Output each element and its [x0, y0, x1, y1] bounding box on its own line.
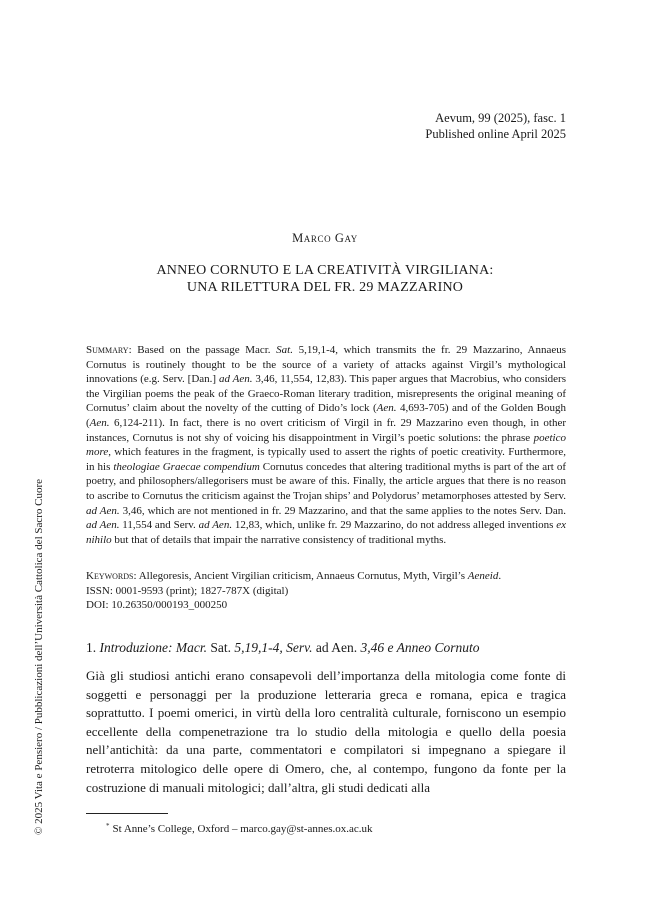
abstract-italic: ad Aen.: [218, 373, 253, 386]
journal-info: [425, 110, 566, 142]
abstract-text: 3,46, which are not mentioned in fr. 29 Mazzarino, and that the same applies to the notes Serv. Dan.: [119, 504, 566, 517]
abstract-text: but that of details that impair the narrative consistency of traditional myths.: [111, 533, 447, 546]
abstract: Summary: Based on the passage Macr. Sat. 5,19,1-4, which transmits the fr. 29 Mazzarino, Annaeus Cornutus is routinely thought to be the source of a variety of attacks against Virgil’s mythological innovations (e.g. Serv. [Dan.] ad Aen. 3,46, 11,554, 12,83). This paper argues that Macrobius, who considers the Virgilian poems the peak of the Graeco-Roman literary tradition, misrepresents the original meaning of Cornutus’ claim about the novelty of the cutting of Dido’s lock (Aen. 4,693-705) and of the Golden Bough (Aen. 6,124-211). In fact, there is no overt criticism of Virgil in fr. 29 Mazzarino even though, in other instances, Cornutus is not shy of voicing his disappointment in Virgil’s poetic solutions: the phrase poetico more, which features in the fragment, is typically used to assert the rights of poetic creativity. Furthermore, in his theologiae Graecae compendium Cornutus concedes that altering traditional myths is part of the art of poetry, and philosophers/allegorisers must be aware of this. Finally, the article argues that there is no reason to ascribe to Cornutus the criticism against the Trojan ships’ and Polydorus’ metamorphoses attested by Serv. ad Aen. 3,46, which are not mentioned in fr. 29 Mazzarino, and that the same applies to the notes Serv. Dan. ad Aen. 11,554 and Serv. ad Aen. 12,83, which, unlike fr. 29 Mazzarino, do not address alleged inventions ex nihilo but that of details that impair the narrative consistency of traditional myths.: [86, 344, 567, 546]
abstract-text: , which features in the fragment, is typically used to assert the rights of poetic creativity. Furthermore, in his: [86, 446, 566, 473]
keywords-block: [86, 569, 566, 613]
publication-date: Published online April 2025: [425, 127, 566, 141]
abstract-italic: ad Aen.: [198, 519, 233, 532]
copyright-sidebar: © 2025 Vita e Pensiero / Pubblicazioni dell’Università Cattolica del Sacro Cuore: [33, 478, 45, 835]
footnote-text: St Anne’s College, Oxford – marco.gay@st-annes.ox.ac.uk: [112, 823, 373, 835]
keywords-end: .: [498, 570, 502, 582]
section-heading: [86, 640, 566, 656]
author-name: Marco Gay: [292, 231, 358, 245]
abstract-italic: Sat.: [276, 344, 293, 356]
abstract-text: 6,124-211). In fact, there is no overt criticism of Virgil in fr. 29 Mazzarino even though, in other instances, Cornutus is not shy of voicing his disappointment in Virgil’s poetic solutions: the phrase: [86, 416, 566, 444]
abstract-italic: Aen.: [89, 416, 110, 429]
keywords-italic: Aeneid: [467, 570, 499, 582]
abstract-text: 11,554 and Serv.: [119, 519, 199, 532]
journal-volume: Aevum, 99 (2025), fasc. 1: [435, 111, 566, 125]
section-number: 1.: [86, 640, 97, 655]
doi: DOI: 10.26350/000193_000250: [86, 599, 228, 612]
abstract-text: Cornutus concedes that altering traditional myths is part of the art of poetry, and philosophers/allegorisers must be aware of this. Finally, the article argues that there is no reason to ascribe to Cornutus the criticism against the Trojan ships’ and Polydorus’ metamorphoses attested by Serv.: [86, 460, 566, 502]
keywords-label: Keywords: [86, 570, 134, 582]
abstract-italic: theologiae Graecae compendium: [113, 460, 260, 473]
abstract-italic: ad Aen.: [86, 504, 120, 517]
abstract-text: 5,19,1-4, which transmits the fr. 29 Mazzarino, Annaeus Cornutus is routinely thought to be the source of a variety of attacks against Virgil’s mythological innovations (e.g. Serv. [Dan.]: [86, 344, 566, 386]
footnote-mark: *: [106, 822, 110, 830]
body-paragraph: Già gli studiosi antichi erano consapevoli dell’importanza della mitologia come fonte di soggetti e personaggi per la produzione letteraria greca e romana, epica e tragica soprattutto. I poemi omerici, in virtù della loro centralità culturale, forniscono un esempio eccellente della compenetrazione tra lo studio della mitologia e quello della poesia nell’antichità: da una parte, commentatori e compilatori si impegnano a spiegare il retroterra mitologico delle opere di Omero, che, al contempo, fungono da fonte per la costruzione di manuali mitologici; dall’altra, gli studi dedicati alla: [86, 668, 566, 795]
abstract-text: 3,46, 11,554, 12,83). This paper argues that Macrobius, who considers the Virgilian poems the peak of the Graeco-Roman literary tradition, misrepresents the original meaning of Cornutus’ claim about the novelty of the cutting of Dido’s lock (: [86, 373, 566, 415]
abstract-label: Summary: [86, 344, 129, 356]
issn: ISSN: 0001-9593 (print); 1827-787X (digital): [86, 584, 289, 597]
keywords-line: Keywords: Allegoresis, Ancient Virgilian criticism, Annaeus Cornutus, Myth, Virgil’s Aeneid.: [86, 570, 502, 582]
title-line-1: ANNEO CORNUTO E LA CREATIVITÀ VIRGILIANA:: [156, 263, 494, 278]
abstract-text: 12,83, which, unlike fr. 29 Mazzarino, do not address alleged inventions: [232, 519, 557, 532]
abstract-italic: Aen.: [376, 402, 397, 415]
abstract-italic: poetico more: [86, 431, 566, 459]
abstract-text: Based on the passage Macr.: [137, 344, 277, 356]
section-title-part: 5,19,1-4, Serv.: [234, 640, 313, 655]
article-title: [0, 262, 650, 296]
footnote-divider: [86, 813, 168, 814]
section-title-part: Sat.: [210, 640, 232, 655]
title-line-2: UNA RILETTURA DEL FR. 29 MAZZARINO: [186, 280, 464, 295]
section-title-part: ad Aen.: [315, 640, 358, 655]
section-title-part: 3,46 e Anneo Cornuto: [360, 640, 480, 655]
footnote: [106, 822, 373, 835]
keywords-text: Allegoresis, Ancient Virgilian criticism, Annaeus Cornutus, Myth, Virgil’s: [138, 570, 468, 582]
abstract-italic: ex nihilo: [86, 519, 567, 546]
section-title-part: Introduzione: Macr.: [99, 640, 207, 655]
abstract-text: 4,693-705) and of the Golden Bough (: [86, 402, 566, 429]
abstract-italic: ad Aen.: [86, 519, 120, 532]
